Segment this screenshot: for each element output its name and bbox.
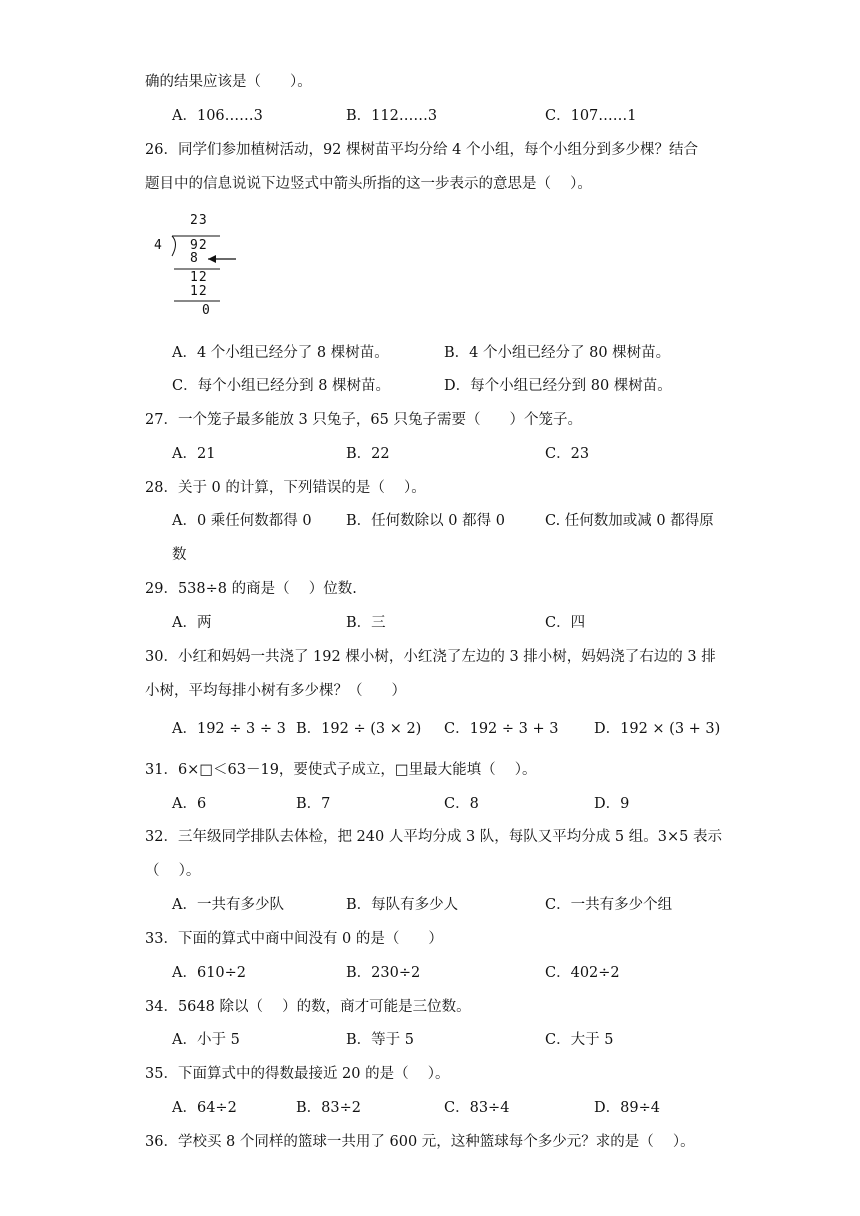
q28-stem: 28．关于 0 的计算，下列错误的是（ ）。 — [145, 480, 426, 496]
q30-option-b[interactable]: B．192 ÷ (3 × 2) — [296, 721, 422, 737]
division-divisor: 4 — [154, 238, 163, 253]
q26-option-b[interactable]: B．4 个小组已经分了 80 棵树苗。 — [444, 345, 671, 361]
q31-stem: 31．6×□＜63－19，要使式子成立，□里最大能填（ ）。 — [145, 762, 537, 778]
q31-option-a[interactable]: A．6 — [172, 796, 207, 812]
q34-option-a[interactable]: A．小于 5 — [172, 1032, 240, 1048]
division-step-2: 12 — [190, 270, 208, 285]
q27-stem: 27．一个笼子最多能放 3 只兔子，65 只兔子需要（ ）个笼子。 — [145, 412, 582, 428]
q30-stem-line1: 30．小红和妈妈一共浇了 192 棵小树，小红浇了左边的 3 排小树，妈妈浇了右边的 3 排 — [145, 649, 716, 665]
q33-option-b[interactable]: B．230÷2 — [346, 965, 421, 981]
q31-option-b[interactable]: B．7 — [296, 796, 331, 812]
q28-option-c-wrap: 数 — [172, 547, 187, 563]
q35-option-b[interactable]: B．83÷2 — [296, 1100, 361, 1116]
q28-option-a[interactable]: A．0 乘任何数都得 0 — [172, 513, 312, 529]
q33-option-a[interactable]: A．610÷2 — [172, 965, 247, 981]
q29-option-a[interactable]: A．两 — [172, 615, 212, 631]
division-step-3: 12 — [190, 284, 208, 299]
q29-stem: 29．538÷8 的商是（ ）位数. — [145, 581, 357, 597]
q27-option-c[interactable]: C．23 — [545, 446, 590, 462]
q25-option-c[interactable]: C．107……1 — [545, 108, 637, 124]
q32-option-c[interactable]: C．一共有多少个组 — [545, 897, 673, 913]
division-remainder: 0 — [202, 303, 211, 318]
q25-option-b[interactable]: B．112……3 — [346, 108, 438, 124]
q26-option-a[interactable]: A．4 个小组已经分了 8 棵树苗。 — [172, 345, 389, 361]
q29-option-c[interactable]: C．四 — [545, 615, 586, 631]
q28-option-c[interactable]: C. 任何数加或减 0 都得原 — [545, 513, 714, 529]
q30-stem-line2: 小树，平均每排小树有多少棵？（ ） — [145, 683, 406, 699]
q26-stem-line1: 26．同学们参加植树活动，92 棵树苗平均分给 4 个小组，每个小组分到多少棵？结合 — [145, 142, 698, 158]
q29-option-b[interactable]: B．三 — [346, 615, 386, 631]
q31-option-d[interactable]: D．9 — [594, 796, 630, 812]
division-step-1: 8 — [190, 251, 199, 266]
q25-stem: 确的结果应该是（ ）。 — [145, 74, 312, 90]
q33-option-c[interactable]: C．402÷2 — [545, 965, 620, 981]
q32-option-a[interactable]: A．一共有多少队 — [172, 897, 284, 913]
division-dividend: 92 — [190, 238, 208, 253]
q32-stem-line1: 32．三年级同学排队去体检，把 240 人平均分成 3 队，每队又平均分成 5 组。3×5 表示 — [145, 829, 722, 845]
q30-option-d[interactable]: D．192 × (3 + 3) — [594, 721, 721, 737]
q30-option-a[interactable]: A．192 ÷ 3 ÷ 3 — [172, 721, 286, 737]
q31-option-c[interactable]: C．8 — [444, 796, 479, 812]
q36-stem: 36．学校买 8 个同样的篮球一共用了 600 元，这种篮球每个多少元？求的是（ ）。 — [145, 1134, 695, 1150]
q32-stem-line2: （ ）。 — [145, 863, 201, 879]
q35-option-d[interactable]: D．89÷4 — [594, 1100, 660, 1116]
q26-option-d[interactable]: D．每个小组已经分到 80 棵树苗。 — [444, 378, 672, 394]
q28-option-b[interactable]: B．任何数除以 0 都得 0 — [346, 513, 505, 529]
q35-option-a[interactable]: A．64÷2 — [172, 1100, 237, 1116]
q25-option-a[interactable]: A．106……3 — [172, 108, 263, 124]
q34-option-b[interactable]: B．等于 5 — [346, 1032, 414, 1048]
q26-stem-line2: 题目中的信息说说下边竖式中箭头所指的这一步表示的意思是（ ）。 — [145, 176, 592, 192]
division-quotient: 23 — [190, 213, 208, 228]
q35-stem: 35．下面算式中的得数最接近 20 的是（ ）。 — [145, 1066, 450, 1082]
q27-option-b[interactable]: B．22 — [346, 446, 390, 462]
q33-stem: 33．下面的算式中商中间没有 0 的是（ ） — [145, 931, 443, 947]
q34-option-c[interactable]: C．大于 5 — [545, 1032, 614, 1048]
q27-option-a[interactable]: A．21 — [172, 446, 216, 462]
q35-option-c[interactable]: C．83÷4 — [444, 1100, 510, 1116]
q30-option-c[interactable]: C．192 ÷ 3 + 3 — [444, 721, 559, 737]
q34-stem: 34．5648 除以（ ）的数，商才可能是三位数。 — [145, 999, 471, 1015]
long-division-figure — [150, 210, 250, 322]
q32-option-b[interactable]: B．每队有多少人 — [346, 897, 459, 913]
q26-option-c[interactable]: C．每个小组已经分到 8 棵树苗。 — [172, 378, 391, 394]
